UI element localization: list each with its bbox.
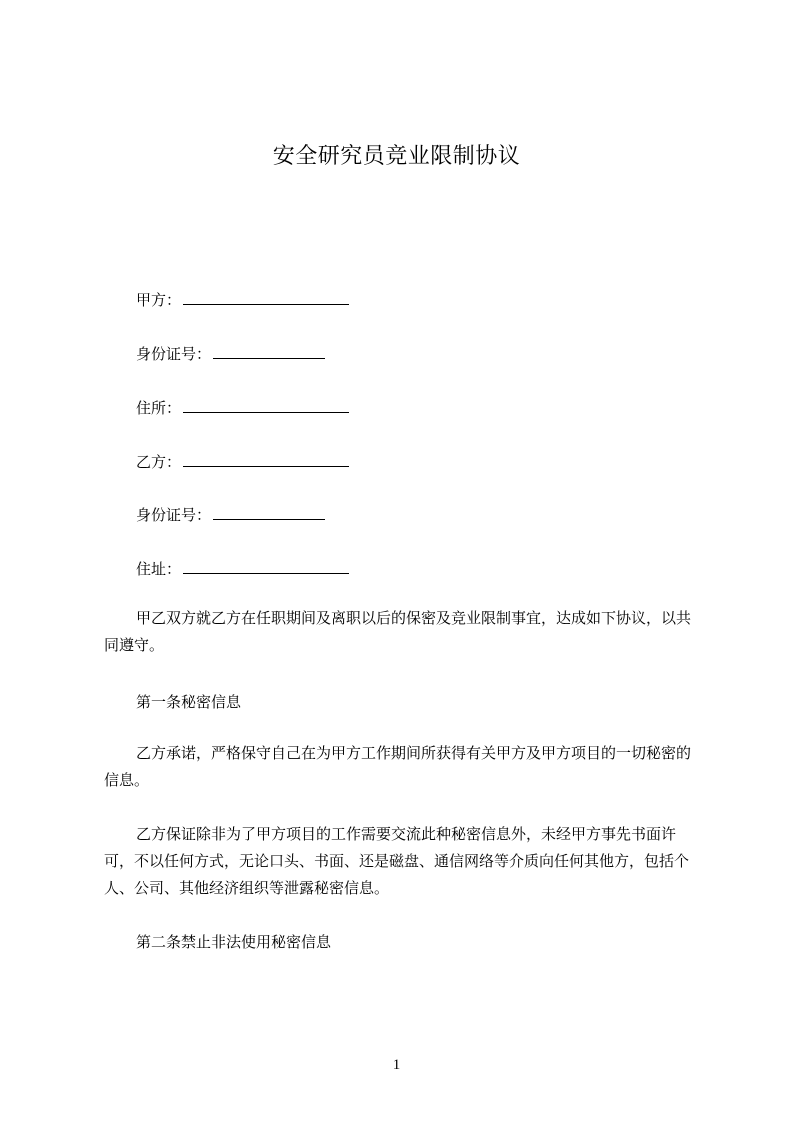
document-title: 安全研究员竞业限制协议	[272, 144, 521, 169]
intro-paragraph: 甲乙双方就乙方在任职期间及离职以后的保密及竞业限制事宜，达成如下协议，以共同遵守。	[104, 609, 692, 654]
party-a-blank	[183, 290, 349, 305]
page-number: 1	[392, 1057, 401, 1073]
party-b-address-label: 住址：	[136, 560, 182, 578]
party-b-address-field	[136, 559, 349, 579]
party-a-id-label: 身份证号：	[136, 345, 212, 363]
party-a-id-blank	[213, 344, 325, 359]
party-a-label: 甲方：	[136, 291, 182, 309]
party-b-field	[136, 452, 349, 472]
party-a-address-field	[136, 398, 349, 418]
section1-paragraph-2: 乙方保证除非为了甲方项目的工作需要交流此种秘密信息外，未经甲方事先书面许可，不以任何方式，无论口头、书面、还是磁盘、通信网络等介质向任何其他方，包括个人、公司、其他经济组织等泄露秘密信息。	[104, 825, 690, 897]
party-a-address-blank	[183, 398, 349, 413]
party-b-address-blank	[183, 559, 349, 574]
party-a-address-label: 住所：	[136, 399, 182, 417]
party-b-id-blank	[213, 505, 325, 520]
party-a-field	[136, 290, 349, 310]
party-a-id-field	[136, 344, 325, 364]
section1-heading: 第一条秘密信息	[136, 693, 242, 711]
party-b-id-label: 身份证号：	[136, 506, 212, 524]
section1-paragraph-1: 乙方承诺，严格保守自己在为甲方工作期间所获得有关甲方及甲方项目的一切秘密的信息。	[104, 744, 692, 789]
party-b-blank	[183, 452, 349, 467]
party-b-id-field	[136, 505, 325, 525]
section2-heading: 第二条禁止非法使用秘密信息	[136, 933, 332, 951]
party-b-label: 乙方：	[136, 453, 182, 471]
